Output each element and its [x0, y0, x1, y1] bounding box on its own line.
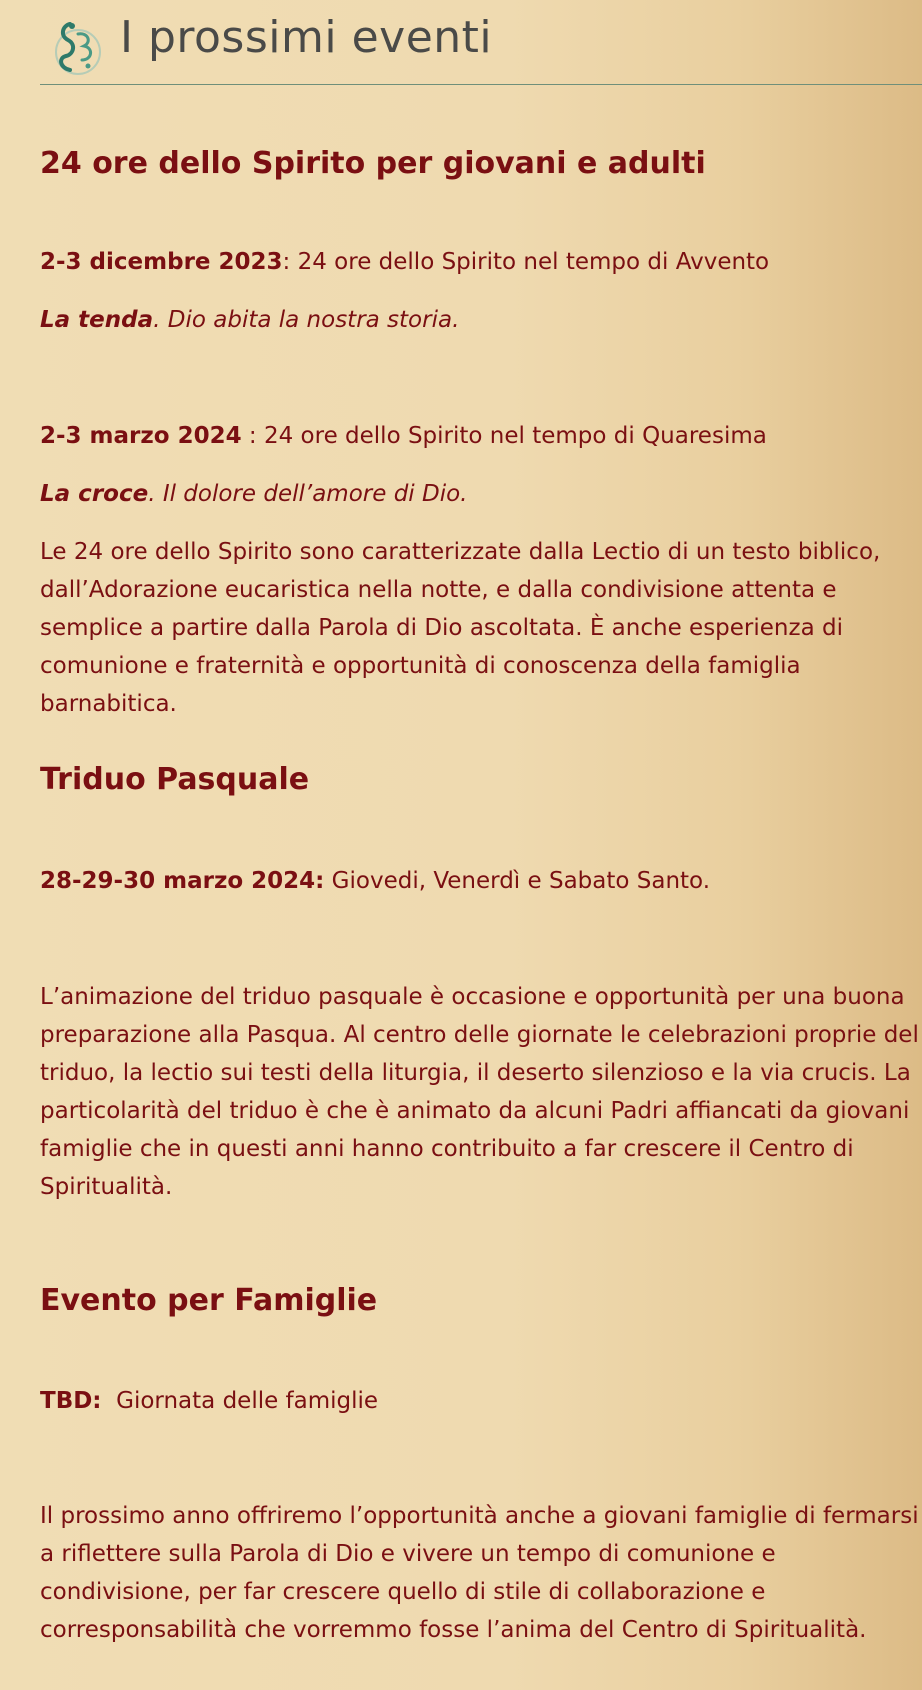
theme-title: La croce [40, 481, 149, 507]
event-theme-croce [40, 475, 467, 513]
ornament-logo-icon [48, 16, 104, 80]
event-line-triduo [40, 862, 710, 900]
event-theme-tenda [40, 301, 459, 339]
section-title-famiglie: Evento per Famiglie [40, 1283, 378, 1318]
event-separator: : [282, 249, 298, 275]
theme-text: . Dio abita la nostra storia. [153, 307, 460, 333]
page-title: I prossimi eventi [120, 12, 493, 63]
event-separator: : [241, 423, 264, 449]
page-content [40, 0, 922, 1643]
event-line-dicembre [40, 243, 769, 281]
section-title-spirito: 24 ore dello Spirito per giovani e adulti [40, 146, 706, 181]
theme-text: . Il dolore dell’amore di Dio. [148, 481, 468, 507]
event-text: Giornata delle famiglie [101, 1388, 379, 1414]
event-text: 24 ore dello Spirito nel tempo di Quaresima [263, 423, 767, 449]
section-description-spirito: Le 24 ore dello Spirito sono caratterizzate dalla Lectio di un testo biblico, dall’Adorazione eucaristica nella notte, e dalla condivisione attenta e semplice a partire dalla Parola di Dio ascoltata. È anche esperienza di comunione e fraternità e opportunità di conoscenza della famiglia barnabitica. [40, 539, 881, 717]
theme-title: La tenda [40, 307, 154, 333]
section-title-triduo: Triduo Pasquale [40, 762, 310, 797]
event-text: Giovedi, Venerdì e Sabato Santo. [324, 868, 711, 894]
event-date: 2-3 dicembre 2023 [40, 249, 283, 275]
section-description-triduo: L’animazione del triduo pasquale è occasione e opportunità per una buona preparazione alla Pasqua. Al centro delle giornate le celebrazioni proprie del triduo, la lectio sui testi della liturgia, il deserto silenzioso e la via crucis. La particolarità del triduo è che è animato da alcuni Padri affiancati da giovani famiglie che in questi anni hanno contribuito a far crescere il Centro di Spiritualità. [40, 984, 919, 1200]
event-text: 24 ore dello Spirito nel tempo di Avvento [297, 249, 770, 275]
event-date: 28-29-30 marzo 2024: [40, 868, 325, 894]
event-date: TBD: [40, 1388, 102, 1414]
event-line-marzo [40, 417, 767, 455]
event-date: 2-3 marzo 2024 [40, 423, 242, 449]
section-description-famiglie: Il prossimo anno offriremo l’opportunità anche a giovani famiglie di fermarsi a riflettere sulla Parola di Dio e vivere un tempo di comunione e condivisione, per far crescere quello di stile di collaborazione e corresponsabilità che vorremmo fosse l’anima del Centro di Spiritualità. [40, 1503, 919, 1643]
event-line-famiglie [40, 1382, 378, 1420]
page-header [40, 0, 922, 85]
